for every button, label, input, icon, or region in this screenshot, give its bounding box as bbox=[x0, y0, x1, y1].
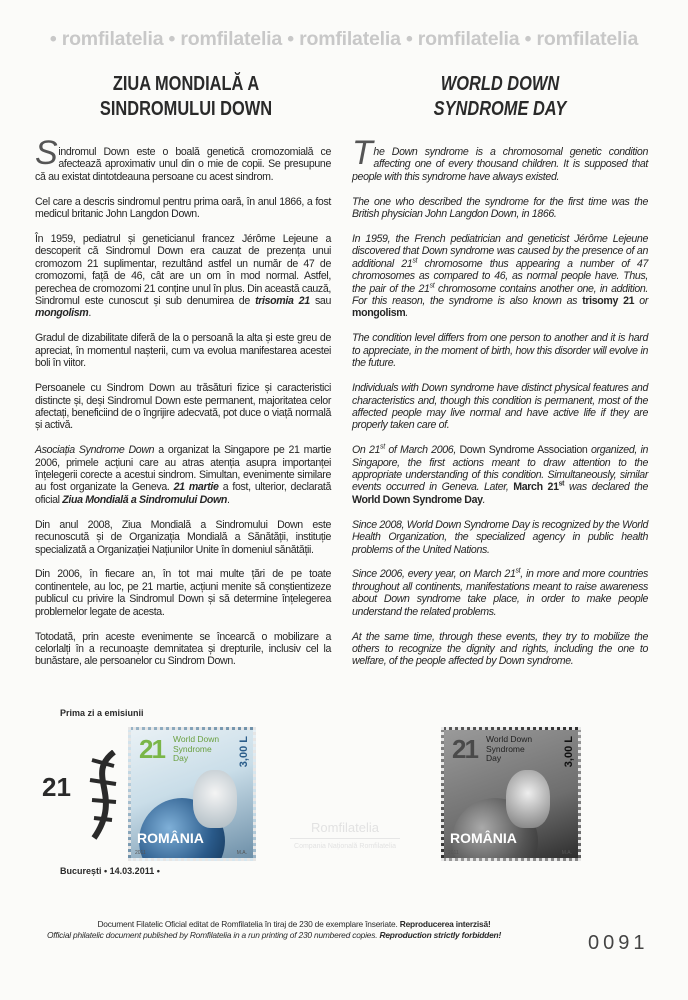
stamp-name: World Down Syndrome Day bbox=[173, 734, 220, 763]
emphasis-text: mongolism bbox=[35, 307, 89, 320]
paragraph-text: Persoanele cu Sindrom Down au trăsături fizice și caracteristici distincte și, deși Sindromul Down este permanent, majoritatea celor afectați, beneficiind de o îngrijire adecvată, pot duce o viață normală și activă. bbox=[35, 382, 331, 432]
paragraph-text: Gradul de dizabilitate diferă de la o persoană la alta și este greu de apreciat, în momentul nașterii, cum va evolua manifestarea acestei boli în viitor. bbox=[35, 332, 331, 370]
paragraph-text: Totodată, prin aceste evenimente se încearcă o mobilizare a celorlalți în a recunoaște demnitatea și drepturile, inclusiv cel la bunăstare, ale persoanelor cu Sindrom Down. bbox=[35, 630, 331, 668]
paragraph-text: or bbox=[634, 295, 648, 308]
paragraph bbox=[352, 134, 648, 183]
title-romanian bbox=[63, 72, 309, 122]
baby-image bbox=[506, 770, 550, 828]
stamp-color bbox=[128, 727, 256, 861]
paragraph-text: sau bbox=[309, 295, 331, 308]
paragraph-text: The one who described the syndrome for the first time was the British physician John Langdon Down, in 1866. bbox=[352, 195, 648, 221]
footer-en-warning: Reproduction strictly forbidden! bbox=[379, 930, 502, 940]
paragraph bbox=[35, 233, 331, 320]
paragraph bbox=[352, 332, 648, 369]
stamp-grayscale bbox=[441, 727, 581, 861]
stamp-country: ROMÂNIA bbox=[137, 830, 204, 846]
title-english bbox=[377, 72, 623, 122]
stamp-designer: M.A. bbox=[236, 850, 247, 856]
paragraph bbox=[35, 332, 331, 369]
stamp-value: 3,00 L bbox=[563, 736, 575, 768]
paragraph-text: st bbox=[429, 282, 435, 290]
stamp-logo: 21 bbox=[139, 734, 164, 764]
paragraph-text: st bbox=[515, 567, 521, 575]
paragraph bbox=[352, 382, 648, 432]
footer-ro-warning: Reproducerea interzisă! bbox=[399, 919, 491, 929]
emphasis-text: Ziua Mondială a Sindromului Down bbox=[62, 493, 228, 506]
emphasis-text: World Down Syndrome Day bbox=[352, 493, 483, 506]
title-en-line1: WORLD DOWN bbox=[440, 73, 560, 95]
drop-cap: T bbox=[352, 134, 373, 172]
paragraph bbox=[352, 519, 648, 556]
drop-cap: S bbox=[35, 134, 58, 172]
emphasis-text: trisomia 21 bbox=[255, 295, 310, 308]
paragraph-text: indromul Down este o boală genetică cromozomială ce afectează aproximativ unul din o mie de copii. Se presupune că au existat dintotdeauna persoane cu acest sindrom. bbox=[35, 146, 331, 183]
paragraph-text: he Down syndrome is a chromosomal genetic condition affecting one of every thousand children. It is supposed that people with this syndrome have always existed. bbox=[352, 146, 648, 183]
paragraph-text: . bbox=[405, 307, 408, 320]
paragraph-text: In 1959, the French pediatrician and geneticist Jérôme Lejeune discovered that Down syndrome was caused by the presence of an additional 21 bbox=[352, 233, 648, 270]
emphasis-text: st bbox=[558, 480, 565, 488]
paragraph-text: Asociația Syndrome Down bbox=[35, 444, 155, 457]
stamp-designer: M.A. bbox=[561, 850, 572, 856]
paragraph-text: At the same time, through these events, they try to mobilize the others to recognize the dignity and rights, including the one to welfare, of the people affected by Down syndrome. bbox=[352, 630, 648, 668]
paragraph-text: . bbox=[482, 493, 486, 506]
postmark-top-text: Prima zi a emisiunii bbox=[60, 708, 144, 718]
paragraph bbox=[35, 519, 331, 556]
emboss-sub: Compania Națională Romfilatelia bbox=[294, 843, 396, 850]
paragraph bbox=[35, 444, 331, 506]
romfilatelia-emboss-seal bbox=[290, 820, 400, 851]
paragraph-text: Individuals with Down syndrome have distinct physical features and characteristics and, though this condition is permanent, most of the affected people may live normal and have active life if they are properly taken care of. bbox=[352, 382, 648, 432]
serial-number: 0091 bbox=[588, 932, 649, 954]
paragraph bbox=[35, 134, 331, 183]
paragraph-text: The condition level differs from one person to another and it is hard to appreciate, in the moment of birth, how this disorder will evolve in the future. bbox=[352, 332, 648, 370]
emboss-brand: Romfilatelia bbox=[311, 820, 379, 835]
paragraph-text: was declared the bbox=[564, 481, 648, 494]
footer-en-text: Official philatelic document published by Romfilatelia in a run printing of 230 numbered copies. bbox=[46, 930, 380, 940]
emphasis-text: mongolism bbox=[352, 307, 406, 320]
footer-ro-text: Document Filatelic Oficial editat de Romfilatelia în tiraj de 230 de exemplare înseriate. bbox=[97, 919, 400, 929]
paragraph-text: Down Syndrome Association bbox=[459, 444, 588, 457]
paragraph-text: of March 2006, bbox=[384, 444, 460, 457]
paragraph-text: . bbox=[88, 307, 91, 320]
paragraph-text: a fost, ulterior, declarată oficial bbox=[35, 481, 331, 506]
stamp-country: ROMÂNIA bbox=[450, 830, 517, 846]
english-text-column bbox=[352, 134, 649, 680]
paragraph-text: st bbox=[380, 443, 385, 451]
footer-note bbox=[0, 919, 688, 941]
paragraph bbox=[352, 444, 648, 506]
paragraph bbox=[35, 631, 331, 668]
paragraph-text: Cel care a descris sindromul pentru prima oară, în anul 1866, a fost medicul britanic John Langdon Down. bbox=[35, 195, 331, 221]
baby-image bbox=[193, 770, 237, 828]
stamp-logo: 21 bbox=[452, 734, 477, 764]
stamp-year: 2011 bbox=[448, 850, 459, 856]
paragraph bbox=[352, 631, 648, 668]
romanian-text-column bbox=[35, 134, 331, 680]
postmark-number: 21 bbox=[42, 772, 71, 802]
footer-english bbox=[0, 930, 688, 941]
paragraph-text: Din anul 2008, Ziua Mondială a Sindromului Down este recunoscută și de Organizația Mondială a Sănătății, instituție specializată a Organizației Națiunilor Unite în domeniul sănătății. bbox=[35, 518, 331, 556]
stamp-value: 3,00 L bbox=[238, 736, 250, 768]
paragraph bbox=[352, 233, 648, 320]
paragraph bbox=[35, 382, 331, 432]
paragraph-text: chromosome contains another one, in addition. For this reason, the syndrome is also known as bbox=[352, 282, 648, 308]
paragraph bbox=[35, 568, 331, 618]
paragraph bbox=[35, 196, 331, 221]
paragraph-text: Since 2006, every year, on March 21 bbox=[352, 568, 516, 581]
paragraph-text: chromosome thus appearing a number of 47 chromosomes as compared to 46, as normal people have. Thus, the pair of the 21 bbox=[352, 257, 648, 295]
emphasis-text: trisomy 21 bbox=[582, 295, 635, 308]
title-ro-line2: SINDROMULUI DOWN bbox=[99, 98, 273, 120]
emphasis-text: 21 martie bbox=[173, 481, 219, 494]
paragraph-text: . bbox=[227, 493, 230, 506]
paragraph-text: st bbox=[412, 257, 418, 265]
emphasis-text: March 21 bbox=[513, 481, 559, 494]
title-ro-line1: ZIUA MONDIALĂ A bbox=[112, 73, 260, 95]
paragraph bbox=[352, 196, 648, 221]
title-en-line2: SYNDROME DAY bbox=[433, 98, 567, 120]
postmark-bottom-text: București • 14.03.2011 • bbox=[60, 866, 160, 876]
paragraph-text: organized, in Singapore, the first actions meant to draw attention to the appropriate understanding of this condition. Simultaneously, similar events occurred in Geneva. Later, bbox=[352, 444, 649, 494]
footer-romanian bbox=[0, 919, 688, 930]
dna-icon bbox=[84, 750, 124, 840]
paragraph-text: Since 2008, World Down Syndrome Day is recognized by the World Health Organization, the specialized agency in public health problems of the United Nations. bbox=[352, 518, 648, 556]
paragraph bbox=[352, 568, 648, 618]
romfilatelia-watermark: • romfilatelia • romfilatelia • romfilatelia • romfilatelia • romfilatelia bbox=[49, 28, 639, 50]
stamp-name: World Down Syndrome Day bbox=[486, 734, 533, 763]
paragraph-text: On 21 bbox=[352, 444, 381, 457]
paragraph-text: , in more and more countries throughout all continents, manifestations meant to raise awareness about Down syndrome take place, in order to make people understand the related problems. bbox=[352, 568, 648, 618]
paragraph-text: a organizat la Singapore pe 21 martie 2006, primele acțiuni care au atras atenția asupra importanței înțelegerii corecte a acestui sindrom. Simultan, evenimente similare au fost organizate la Geneva. bbox=[35, 444, 331, 494]
paragraph-text: Din 2006, în fiecare an, în tot mai multe țări de pe toate continentele, au loc, pe 21 martie, acțiuni menite să conștientizeze publicul cu privire la Sindromul Down și să determine înțelegerea problemelor legate de acesta. bbox=[35, 568, 331, 618]
stamp-year: 2011 bbox=[135, 850, 146, 856]
paragraph-text: În 1959, pediatrul și geneticianul francez Jérôme Lejeune a descoperit că Sindromul Down era cauzat de prezența unui cromozom 21 suplimentar, rezultând astfel un număr de 47 de cromozomi, față de 46, cât are un om în mod normal. Astfel, perechea de cromozomi 21 conține unul în plus. Din această cauză, Sindromul este cunoscut și sub denumirea de bbox=[35, 233, 331, 308]
